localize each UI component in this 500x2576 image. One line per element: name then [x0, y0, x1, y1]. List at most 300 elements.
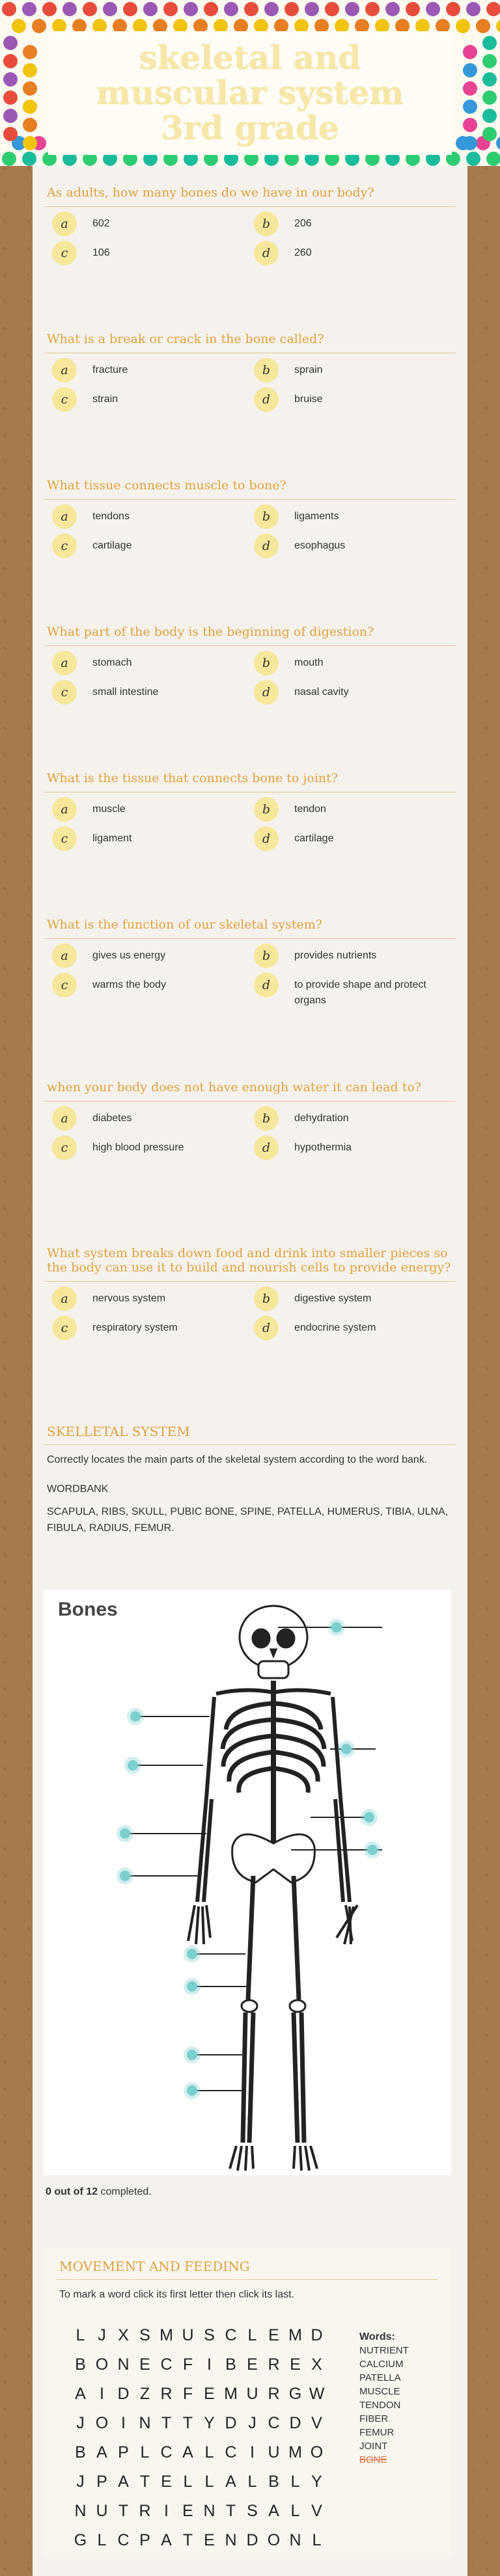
answer-option-a[interactable] [52, 1111, 254, 1131]
word-search-letter[interactable]: P [118, 2443, 129, 2461]
option-letter-badge[interactable]: c [52, 241, 77, 265]
bone-label-marker[interactable] [187, 1949, 197, 1959]
word-search-letter[interactable]: C [225, 2326, 237, 2344]
bone-label-marker[interactable] [187, 2050, 197, 2060]
wordbank-list: SCAPULA, RIBS, SKULL, PUBIC BONE, SPINE, PATELLA, HUMERUS, TIBIA, ULNA, FIBULA, RADIUS, FEMUR. [47, 1506, 449, 1534]
question-block [44, 771, 456, 851]
word-search-letter[interactable]: J [248, 2414, 257, 2432]
option-label: gives us energy [92, 950, 166, 961]
word-search-letter[interactable]: N [139, 2414, 151, 2432]
option-label: 106 [92, 247, 110, 258]
confetti-dot [143, 2, 158, 16]
option-letter-badge[interactable]: a [52, 504, 77, 529]
option-label: to provide shape and protect organs [294, 979, 426, 1006]
word-search-letter[interactable]: M [288, 2443, 302, 2461]
word-search-letter[interactable]: D [117, 2385, 130, 2403]
word-search-letter[interactable]: C [225, 2443, 237, 2461]
confetti-dot [496, 19, 500, 33]
word-search-letter[interactable]: I [250, 2443, 255, 2461]
option-letter-badge[interactable]: c [52, 680, 77, 705]
option-label: small intestine [92, 686, 159, 698]
title-box [48, 31, 452, 155]
progress-count: 0 out of 12 [46, 2186, 98, 2197]
word-list-header: Words: [359, 2331, 395, 2342]
question-block [44, 917, 456, 1009]
confetti-dot [426, 2, 440, 16]
confetti-dot [305, 2, 319, 16]
answer-option-c[interactable] [52, 245, 254, 265]
word-search-letter[interactable]: L [312, 2531, 322, 2549]
word-search-letter[interactable]: D [289, 2414, 301, 2432]
answer-option-b[interactable] [254, 948, 456, 968]
option-label: mouth [294, 657, 324, 668]
word-search-row [70, 2355, 327, 2385]
option-letter-badge[interactable]: c [52, 973, 77, 997]
word-search-instruction: To mark a word click its first letter then click its last. [59, 2289, 294, 2300]
skull-drawing [240, 1606, 307, 1668]
answer-option-b[interactable] [254, 802, 456, 822]
option-letter-badge[interactable]: c [52, 826, 77, 851]
word-search-letter[interactable]: A [268, 2502, 279, 2520]
skeletal-section-title: SKELLETAL SYSTEM [44, 1424, 456, 1445]
confetti-dot [224, 2, 238, 16]
word-search-row [70, 2502, 327, 2531]
option-label: high blood pressure [92, 1142, 184, 1153]
confetti-dot [23, 63, 37, 77]
bone-label-marker[interactable] [341, 1744, 352, 1754]
answer-option-c[interactable] [52, 538, 254, 558]
option-label: cartilage [92, 540, 132, 551]
word-search-letter[interactable]: Y [311, 2473, 322, 2491]
word-search-letter[interactable]: T [182, 2531, 193, 2549]
word-search-letter[interactable]: N [289, 2531, 301, 2549]
word-search-row [70, 2443, 327, 2473]
confetti-dot [463, 136, 477, 150]
answer-options [44, 802, 456, 851]
word-search-letter[interactable]: D [246, 2531, 258, 2549]
bone-label-marker[interactable] [364, 1812, 374, 1823]
question-block [44, 1080, 456, 1160]
word-search-letter[interactable]: A [75, 2385, 86, 2403]
word-search-letter[interactable]: Y [204, 2414, 215, 2432]
word-search-letter[interactable]: M [288, 2326, 302, 2344]
word-search-letter[interactable]: I [121, 2414, 126, 2432]
word-search-letter[interactable]: I [100, 2385, 104, 2403]
option-letter-badge[interactable]: c [52, 387, 77, 412]
question-text: As adults, how many bones do we have in our body? [44, 185, 456, 207]
word-search-letter[interactable]: T [118, 2502, 129, 2520]
option-label: strain [92, 394, 118, 405]
word-search-letter[interactable]: A [96, 2443, 107, 2461]
word-search-letter[interactable]: J [76, 2414, 85, 2432]
word-search-letter[interactable]: X [311, 2355, 322, 2374]
confetti-dot [476, 19, 490, 33]
answer-option-b[interactable] [254, 509, 456, 529]
option-label: diabetes [92, 1113, 132, 1124]
word-search-letter[interactable]: A [118, 2473, 129, 2491]
answer-option-d[interactable] [254, 392, 456, 412]
answer-option-a[interactable] [52, 948, 254, 968]
confetti-dot [3, 109, 18, 123]
word-search-letter[interactable]: L [183, 2473, 193, 2491]
word-search-letter[interactable]: E [204, 2385, 215, 2403]
word-search-letter[interactable]: G [74, 2531, 87, 2549]
word-search-letter[interactable]: E [182, 2502, 193, 2520]
confetti-dot [406, 2, 420, 16]
word-search-letter[interactable]: E [290, 2355, 301, 2374]
word-search-letter[interactable]: J [98, 2326, 106, 2344]
option-letter-badge[interactable]: a [52, 211, 77, 236]
question-block [44, 1246, 456, 1340]
confetti-dot [163, 2, 178, 16]
question-text: What system breaks down food and drink into smaller pieces so the body can use it to build and nourish cells to provide energy? [44, 1246, 456, 1282]
answer-option-a[interactable] [52, 216, 254, 236]
option-letter-badge[interactable]: c [52, 1316, 77, 1340]
option-label: 260 [294, 247, 312, 258]
option-letter-badge[interactable]: c [52, 1135, 77, 1160]
option-label: warms the body [92, 979, 166, 990]
option-letter-badge[interactable]: b [254, 358, 279, 383]
option-letter-badge[interactable]: b [254, 504, 279, 529]
answer-option-d[interactable] [254, 245, 456, 265]
bone-label-marker[interactable] [331, 1622, 342, 1633]
quiz-panel [33, 166, 467, 2576]
answer-option-b[interactable] [254, 1111, 456, 1131]
word-search-letter[interactable]: L [290, 2502, 300, 2520]
page-title: skeletal and muscular system 3rd grade [96, 38, 404, 147]
word-search-letter[interactable]: R [160, 2385, 173, 2403]
option-letter-badge[interactable]: c [52, 534, 77, 558]
confetti-dot [244, 2, 258, 16]
answer-option-b[interactable] [254, 655, 456, 675]
word-search-letter[interactable]: B [75, 2443, 86, 2461]
confetti-dot [32, 19, 46, 33]
word-search-row [70, 2326, 327, 2355]
word-search-letter[interactable]: E [161, 2473, 172, 2491]
word-search-letter[interactable]: L [290, 2473, 300, 2491]
word-search-letter[interactable]: D [311, 2326, 323, 2344]
answer-option-d[interactable] [254, 1320, 456, 1340]
answer-option-d[interactable] [254, 538, 456, 558]
answer-option-a[interactable] [52, 509, 254, 529]
word-search-letter[interactable]: U [268, 2443, 280, 2461]
word-search-letter[interactable]: F [182, 2385, 193, 2403]
question-block [44, 185, 456, 265]
option-label: bruise [294, 394, 323, 405]
bone-label-marker[interactable] [120, 1828, 130, 1839]
word-search-letter[interactable]: S [247, 2502, 258, 2520]
word-search-letter[interactable]: J [76, 2473, 85, 2491]
word-search-letter[interactable]: M [224, 2385, 238, 2403]
word-search-letter[interactable]: A [182, 2443, 193, 2461]
word-search-letter[interactable]: D [225, 2414, 237, 2432]
option-letter-badge[interactable]: d [254, 534, 279, 558]
word-search-letter[interactable]: L [247, 2326, 257, 2344]
word-search-letter[interactable]: V [311, 2414, 322, 2432]
word-list-items [359, 2344, 409, 2467]
answer-options [44, 655, 456, 705]
confetti-dot [42, 2, 57, 16]
option-letter-badge[interactable]: a [52, 797, 77, 822]
confetti-dot [456, 19, 470, 33]
progress-suffix: completed. [98, 2186, 152, 2197]
confetti-dot [482, 72, 497, 87]
word-search-letter[interactable]: U [96, 2502, 108, 2520]
confetti-dot [482, 90, 497, 105]
word-search-letter[interactable]: E [139, 2355, 150, 2374]
word-search-letter[interactable]: O [267, 2531, 281, 2549]
confetti-dot [463, 45, 477, 59]
word-search-letter[interactable]: P [96, 2473, 107, 2491]
answer-option-c[interactable] [52, 831, 254, 851]
answer-option-c[interactable] [52, 685, 254, 705]
word-search-letter[interactable]: E [247, 2355, 258, 2374]
answer-option-a[interactable] [52, 802, 254, 822]
confetti-dot [23, 100, 37, 114]
bone-label-marker[interactable] [367, 1845, 378, 1855]
confetti-dot [23, 118, 37, 132]
word-search-letter[interactable]: A [225, 2473, 236, 2491]
answer-option-a[interactable] [52, 1291, 254, 1311]
confetti-dot [123, 2, 137, 16]
word-search-letter[interactable]: R [268, 2355, 280, 2374]
confetti-dot [12, 19, 26, 33]
answer-options [44, 362, 456, 412]
word-list [359, 2330, 409, 2467]
word-search-row [70, 2385, 327, 2414]
question-text: when your body does not have enough water it can lead to? [44, 1080, 456, 1102]
confetti-dot [184, 2, 198, 16]
word-list-item: NUTRIENT [359, 2345, 409, 2356]
answer-option-d[interactable] [254, 685, 456, 705]
answer-option-d[interactable] [254, 977, 456, 1009]
confetti-dot [446, 2, 460, 16]
option-label: digestive system [294, 1293, 372, 1304]
word-search-letter[interactable]: X [118, 2326, 129, 2344]
word-search-letter[interactable]: M [160, 2326, 173, 2344]
confetti-dot [22, 2, 36, 16]
bone-label-marker[interactable] [130, 1711, 141, 1722]
answer-options [44, 509, 456, 558]
option-label: nasal cavity [294, 686, 349, 698]
word-search-letter[interactable]: L [204, 2443, 214, 2461]
confetti-dot [3, 54, 18, 68]
word-search-letter[interactable]: O [95, 2414, 109, 2432]
confetti-dot [62, 2, 77, 16]
option-label: respiratory system [92, 1322, 178, 1333]
answer-options [44, 948, 456, 1009]
answer-option-d[interactable] [254, 831, 456, 851]
word-search-letter[interactable]: B [225, 2355, 236, 2374]
word-search-letter[interactable]: U [246, 2385, 258, 2403]
word-search-letter[interactable]: B [268, 2473, 279, 2491]
bone-label-marker[interactable] [187, 1981, 197, 1992]
option-letter-badge[interactable]: d [254, 387, 279, 412]
answer-options [44, 216, 456, 265]
word-search-letter[interactable]: I [207, 2355, 212, 2374]
word-search-letter[interactable]: E [204, 2531, 215, 2549]
word-search-letter[interactable]: L [247, 2473, 257, 2491]
option-label: ligaments [294, 511, 339, 522]
option-label: provides nutrients [294, 950, 377, 961]
confetti-dot [83, 2, 97, 16]
question-block [44, 625, 456, 705]
confetti-dot [496, 136, 500, 150]
word-search-letter[interactable]: A [161, 2531, 172, 2549]
word-search-letter[interactable]: T [139, 2473, 150, 2491]
word-search-letter[interactable]: S [204, 2326, 215, 2344]
confetti-dot [2, 2, 16, 16]
word-search-letter[interactable]: N [117, 2355, 130, 2374]
skeletal-section [44, 1424, 456, 1536]
bone-label-marker[interactable] [187, 2085, 197, 2096]
answer-option-c[interactable] [52, 1320, 254, 1340]
confetti-dot [463, 63, 477, 77]
word-search-letter[interactable]: T [161, 2414, 172, 2432]
confetti-dot [466, 152, 480, 166]
word-list-item: FIBER [359, 2413, 389, 2424]
answer-option-a[interactable] [52, 655, 254, 675]
word-search-letter[interactable]: T [182, 2414, 193, 2432]
option-label: tendons [92, 511, 130, 522]
bone-label-marker[interactable] [120, 1871, 130, 1881]
confetti-dot [463, 81, 477, 96]
word-search-letter[interactable]: C [160, 2355, 173, 2374]
confetti-dot [23, 81, 37, 96]
word-search-row [70, 2414, 327, 2443]
option-label: 602 [92, 218, 110, 229]
confetti-dot [345, 2, 359, 16]
option-letter-badge[interactable]: b [254, 1106, 279, 1131]
option-letter-badge[interactable]: b [254, 1286, 279, 1311]
option-label: esophagus [294, 540, 346, 551]
answer-option-b[interactable] [254, 216, 456, 236]
word-search-letter[interactable]: G [288, 2385, 302, 2403]
word-search-letter[interactable]: N [203, 2502, 215, 2520]
option-label: ligament [92, 833, 132, 844]
answer-option-c[interactable] [52, 1140, 254, 1160]
question-block [44, 332, 456, 412]
word-list-item: FEMUR [359, 2427, 395, 2438]
word-search-letter[interactable]: L [140, 2443, 150, 2461]
option-label: muscle [92, 804, 126, 815]
confetti-dot [463, 118, 477, 132]
word-search-row [70, 2531, 327, 2560]
word-search-letter[interactable]: C [117, 2531, 130, 2549]
option-letter-badge[interactable]: a [52, 1286, 77, 1311]
confetti-dot [204, 2, 218, 16]
option-letter-badge[interactable]: a [52, 358, 77, 383]
word-search-letter[interactable]: N [74, 2502, 87, 2520]
option-letter-badge[interactable]: d [254, 826, 279, 851]
answer-option-c[interactable] [52, 392, 254, 412]
skeleton-diagram [44, 1590, 451, 2175]
answer-options [44, 1291, 456, 1340]
option-label: fracture [92, 364, 128, 375]
wordbank-label: WORDBANK [47, 1484, 109, 1495]
confetti-dot [2, 152, 16, 166]
word-search-letter[interactable]: N [225, 2531, 237, 2549]
answer-option-b[interactable] [254, 1291, 456, 1311]
option-letter-badge[interactable]: b [254, 651, 279, 675]
word-search-row [70, 2473, 327, 2502]
option-letter-badge[interactable]: a [52, 651, 77, 675]
confetti-dot [3, 90, 18, 105]
option-letter-badge[interactable]: a [52, 943, 77, 968]
option-letter-badge[interactable]: d [254, 1135, 279, 1160]
option-letter-badge[interactable]: a [52, 1106, 77, 1131]
word-list-item: JOINT [359, 2441, 388, 2452]
confetti-dot [463, 100, 477, 114]
word-search-letter[interactable]: F [182, 2355, 193, 2374]
option-letter-badge[interactable]: b [254, 943, 279, 968]
word-search-letter[interactable]: T [225, 2502, 236, 2520]
word-list-item: MUSCLE [359, 2386, 400, 2397]
word-search-letter[interactable]: P [139, 2531, 150, 2549]
confetti-dot [23, 45, 37, 59]
word-search-letter[interactable]: O [310, 2443, 324, 2461]
answer-option-c[interactable] [52, 977, 254, 1009]
word-search-letter[interactable]: O [95, 2355, 109, 2374]
word-search-letter[interactable]: L [97, 2531, 107, 2549]
word-search-letter[interactable]: W [309, 2385, 325, 2403]
confetti-dot [482, 36, 497, 50]
option-letter-badge[interactable]: b [254, 211, 279, 236]
word-list-item: BONE [359, 2454, 387, 2465]
word-search-letter[interactable]: V [311, 2502, 322, 2520]
bones-diagram-card [44, 1590, 451, 2175]
progress-status [46, 2186, 152, 2198]
word-search-letter[interactable]: Z [139, 2385, 150, 2403]
option-label: tendon [294, 804, 326, 815]
option-label: sprain [294, 364, 323, 375]
word-search-letter[interactable]: U [182, 2326, 194, 2344]
option-letter-badge[interactable]: d [254, 680, 279, 705]
confetti-dot [486, 152, 500, 166]
word-search-letter[interactable]: I [164, 2502, 169, 2520]
option-letter-badge[interactable]: d [254, 241, 279, 265]
bones-card-title: Bones [58, 1599, 118, 1620]
option-letter-badge[interactable]: d [254, 1316, 279, 1340]
word-list-item: TENDON [359, 2400, 401, 2411]
answer-option-d[interactable] [254, 1140, 456, 1160]
word-search-letter[interactable]: C [160, 2443, 173, 2461]
option-label: hypothermia [294, 1142, 352, 1153]
confetti-dot [385, 2, 400, 16]
confetti-dot [466, 2, 480, 16]
word-search-letter[interactable]: B [75, 2355, 86, 2374]
confetti-dot [103, 2, 117, 16]
option-letter-badge[interactable]: d [254, 973, 279, 997]
word-search-letter[interactable]: L [76, 2326, 85, 2344]
word-search-letter[interactable]: R [139, 2502, 151, 2520]
answer-option-b[interactable] [254, 362, 456, 383]
word-search-letter[interactable]: R [268, 2385, 280, 2403]
bone-label-marker[interactable] [128, 1760, 138, 1770]
confetti-dot [3, 36, 18, 50]
word-search-letter[interactable]: L [204, 2473, 214, 2491]
answer-option-a[interactable] [52, 362, 254, 383]
option-letter-badge[interactable]: b [254, 797, 279, 822]
word-search-letter[interactable]: E [268, 2326, 279, 2344]
word-search-letter[interactable]: C [268, 2414, 280, 2432]
option-label: endocrine system [294, 1322, 376, 1333]
question-text: What is the function of our skeletal system? [44, 917, 456, 939]
word-search-letter[interactable]: S [139, 2326, 150, 2344]
confetti-dot [482, 109, 497, 123]
word-search-section [44, 2248, 451, 2554]
word-list-item: PATELLA [359, 2372, 401, 2383]
